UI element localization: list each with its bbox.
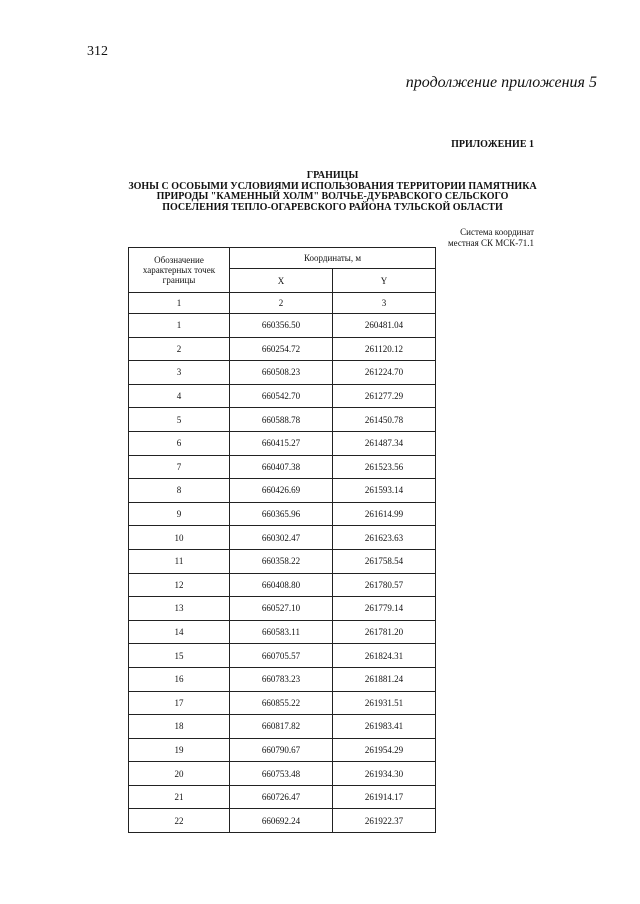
y-coordinate-cell: 261224.70	[333, 361, 436, 385]
point-number-cell: 1	[129, 314, 230, 338]
table-row	[129, 455, 436, 479]
point-number-cell: 18	[129, 715, 230, 739]
y-coordinate-cell: 261780.57	[333, 573, 436, 597]
y-coordinate-cell: 261523.56	[333, 455, 436, 479]
y-coordinate-cell: 261983.41	[333, 715, 436, 739]
coordinates-table	[128, 247, 436, 833]
y-coordinate-cell: 261931.51	[333, 691, 436, 715]
point-number-cell: 6	[129, 431, 230, 455]
header-designation: Обозначение характерных точек границы	[129, 248, 230, 293]
header-x: X	[230, 269, 333, 293]
y-coordinate-cell: 261954.29	[333, 738, 436, 762]
column-number: 2	[230, 293, 333, 314]
page-number: 312	[87, 44, 108, 59]
point-number-cell: 13	[129, 597, 230, 621]
table-row	[129, 408, 436, 432]
point-number-cell: 2	[129, 337, 230, 361]
point-number-cell: 8	[129, 479, 230, 503]
point-number-cell: 20	[129, 762, 230, 786]
table-row	[129, 738, 436, 762]
table-row	[129, 691, 436, 715]
x-coordinate-cell: 660508.23	[230, 361, 333, 385]
coord-system-line: местная СК МСК-71.1	[447, 238, 534, 248]
y-coordinate-cell: 261881.24	[333, 667, 436, 691]
title-line: ГРАНИЦЫ	[306, 170, 359, 181]
y-coordinate-cell: 261781.20	[333, 620, 436, 644]
header-y: Y	[333, 269, 436, 293]
point-number-cell: 5	[129, 408, 230, 432]
y-coordinate-cell: 261779.14	[333, 597, 436, 621]
x-coordinate-cell: 660542.70	[230, 384, 333, 408]
column-number-row	[129, 293, 436, 314]
y-coordinate-cell: 261623.63	[333, 526, 436, 550]
table-row	[129, 597, 436, 621]
x-coordinate-cell: 660588.78	[230, 408, 333, 432]
point-number-cell: 4	[129, 384, 230, 408]
point-number-cell: 10	[129, 526, 230, 550]
column-number: 1	[129, 293, 230, 314]
x-coordinate-cell: 660855.22	[230, 691, 333, 715]
y-coordinate-cell: 261824.31	[333, 644, 436, 668]
header-coordinates: Координаты, м	[230, 248, 436, 269]
y-coordinate-cell: 261120.12	[333, 337, 436, 361]
coord-system-line: Система координат	[460, 227, 534, 237]
table-row	[129, 620, 436, 644]
x-coordinate-cell: 660527.10	[230, 597, 333, 621]
table-row	[129, 384, 436, 408]
table-row	[129, 785, 436, 809]
x-coordinate-cell: 660415.27	[230, 431, 333, 455]
x-coordinate-cell: 660365.96	[230, 502, 333, 526]
y-coordinate-cell: 261922.37	[333, 809, 436, 833]
table-row	[129, 762, 436, 786]
x-coordinate-cell: 660356.50	[230, 314, 333, 338]
x-coordinate-cell: 660753.48	[230, 762, 333, 786]
x-coordinate-cell: 660302.47	[230, 526, 333, 550]
appendix-label: ПРИЛОЖЕНИЕ 1	[451, 139, 534, 150]
x-coordinate-cell: 660705.57	[230, 644, 333, 668]
table-row	[129, 337, 436, 361]
y-coordinate-cell: 260481.04	[333, 314, 436, 338]
y-coordinate-cell: 261614.99	[333, 502, 436, 526]
column-number: 3	[333, 293, 436, 314]
title-line: ЗОНЫ С ОСОБЫМИ УСЛОВИЯМИ ИСПОЛЬЗОВАНИЯ ТЕРРИТОРИИ ПАМЯТНИКА	[128, 180, 537, 192]
x-coordinate-cell: 660783.23	[230, 667, 333, 691]
table-row	[129, 573, 436, 597]
point-number-cell: 22	[129, 809, 230, 833]
x-coordinate-cell: 660817.82	[230, 715, 333, 739]
x-coordinate-cell: 660408.80	[230, 573, 333, 597]
point-number-cell: 9	[129, 502, 230, 526]
point-number-cell: 11	[129, 549, 230, 573]
table-row	[129, 431, 436, 455]
y-coordinate-cell: 261934.30	[333, 762, 436, 786]
point-number-cell: 16	[129, 667, 230, 691]
y-coordinate-cell: 261277.29	[333, 384, 436, 408]
x-coordinate-cell: 660426.69	[230, 479, 333, 503]
table-row	[129, 715, 436, 739]
point-number-cell: 15	[129, 644, 230, 668]
y-coordinate-cell: 261593.14	[333, 479, 436, 503]
x-coordinate-cell: 660407.38	[230, 455, 333, 479]
point-number-cell: 17	[129, 691, 230, 715]
point-number-cell: 14	[129, 620, 230, 644]
continuation-note: продолжение приложения 5	[405, 74, 597, 91]
x-coordinate-cell: 660583.11	[230, 620, 333, 644]
table-row	[129, 314, 436, 338]
document-title	[120, 171, 545, 213]
point-number-cell: 3	[129, 361, 230, 385]
coordinate-system-note	[448, 227, 534, 249]
y-coordinate-cell: 261450.78	[333, 408, 436, 432]
table-row	[129, 479, 436, 503]
table-row	[129, 667, 436, 691]
y-coordinate-cell: 261758.54	[333, 549, 436, 573]
y-coordinate-cell: 261914.17	[333, 785, 436, 809]
point-number-cell: 7	[129, 455, 230, 479]
table-row	[129, 526, 436, 550]
x-coordinate-cell: 660254.72	[230, 337, 333, 361]
table-row	[129, 644, 436, 668]
y-coordinate-cell: 261487.34	[333, 431, 436, 455]
title-line: ПОСЕЛЕНИЯ ТЕПЛО-ОГАРЕВСКОГО РАЙОНА ТУЛЬСКОЙ ОБЛАСТИ	[162, 201, 503, 213]
x-coordinate-cell: 660790.67	[230, 738, 333, 762]
point-number-cell: 21	[129, 785, 230, 809]
table-row	[129, 361, 436, 385]
x-coordinate-cell: 660692.24	[230, 809, 333, 833]
table-row	[129, 549, 436, 573]
point-number-cell: 19	[129, 738, 230, 762]
title-line: ПРИРОДЫ "КАМЕННЫЙ ХОЛМ" ВОЛЧЬЕ-ДУБРАВСКОГО СЕЛЬСКОГО	[156, 191, 509, 202]
point-number-cell: 12	[129, 573, 230, 597]
table-row	[129, 809, 436, 833]
table-row	[129, 502, 436, 526]
x-coordinate-cell: 660358.22	[230, 549, 333, 573]
x-coordinate-cell: 660726.47	[230, 785, 333, 809]
